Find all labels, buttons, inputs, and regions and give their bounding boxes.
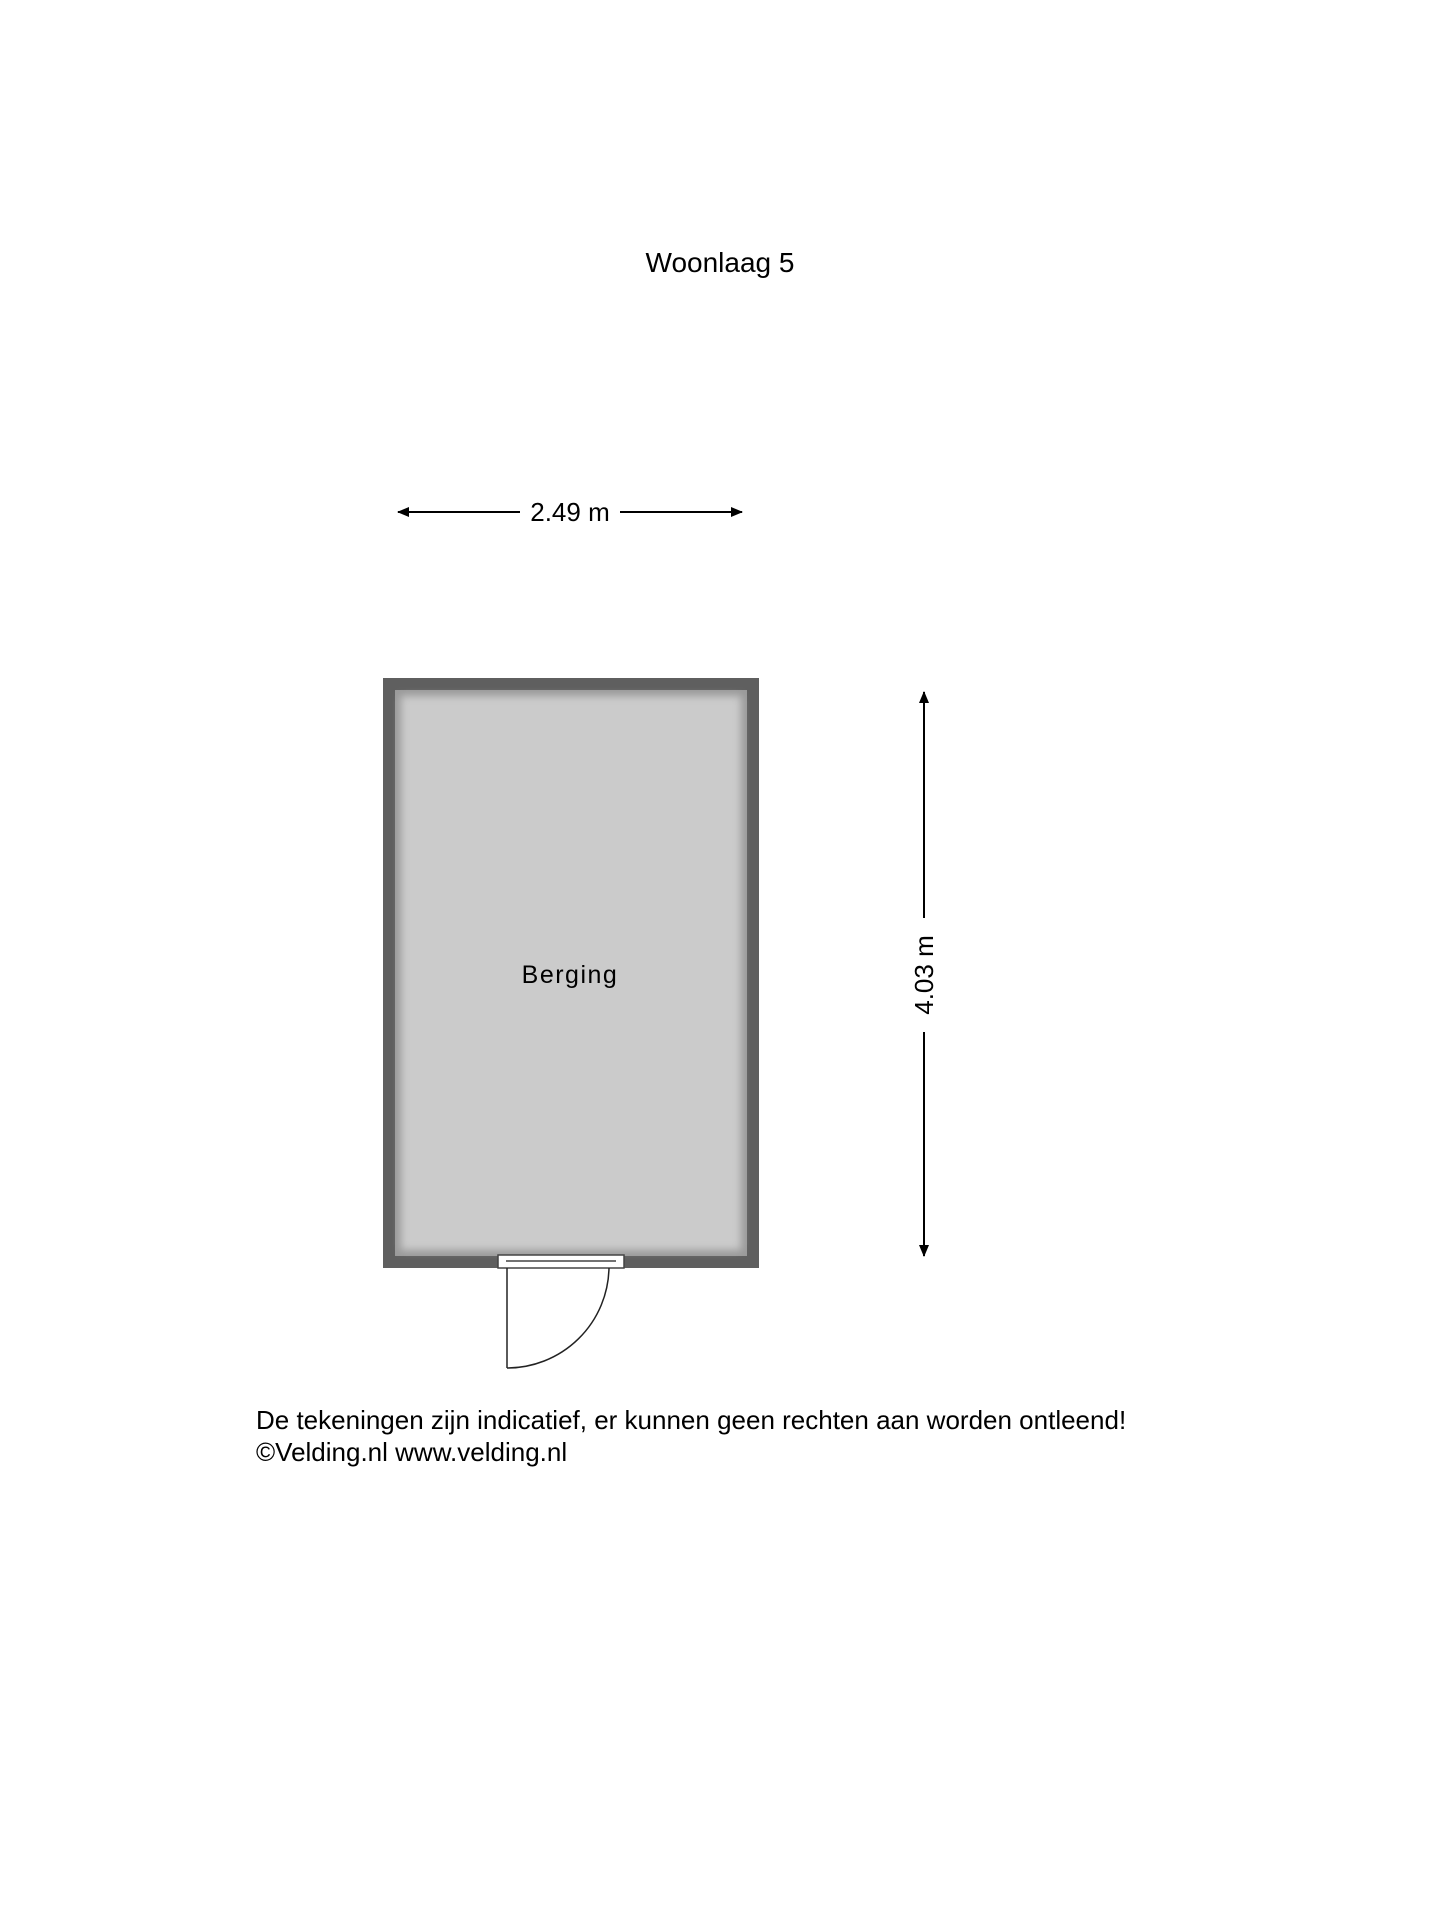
floor-title: Woonlaag 5 bbox=[645, 247, 795, 278]
door bbox=[498, 1255, 624, 1368]
height-dimension-label: 4.03 m bbox=[909, 935, 939, 1015]
width-dimension-label: 2.49 m bbox=[530, 497, 610, 527]
disclaimer bbox=[256, 1404, 1126, 1468]
room-label: Berging bbox=[521, 961, 619, 989]
width-dimension bbox=[398, 497, 742, 527]
copyright-text: ©Velding.nl www.velding.nl bbox=[256, 1437, 568, 1467]
height-dimension bbox=[909, 692, 939, 1256]
door-swing-arc bbox=[507, 1268, 609, 1368]
disclaimer-text: De tekeningen zijn indicatief, er kunnen geen rechten aan worden ontleend! bbox=[256, 1405, 1127, 1435]
room-berging bbox=[383, 678, 759, 1268]
